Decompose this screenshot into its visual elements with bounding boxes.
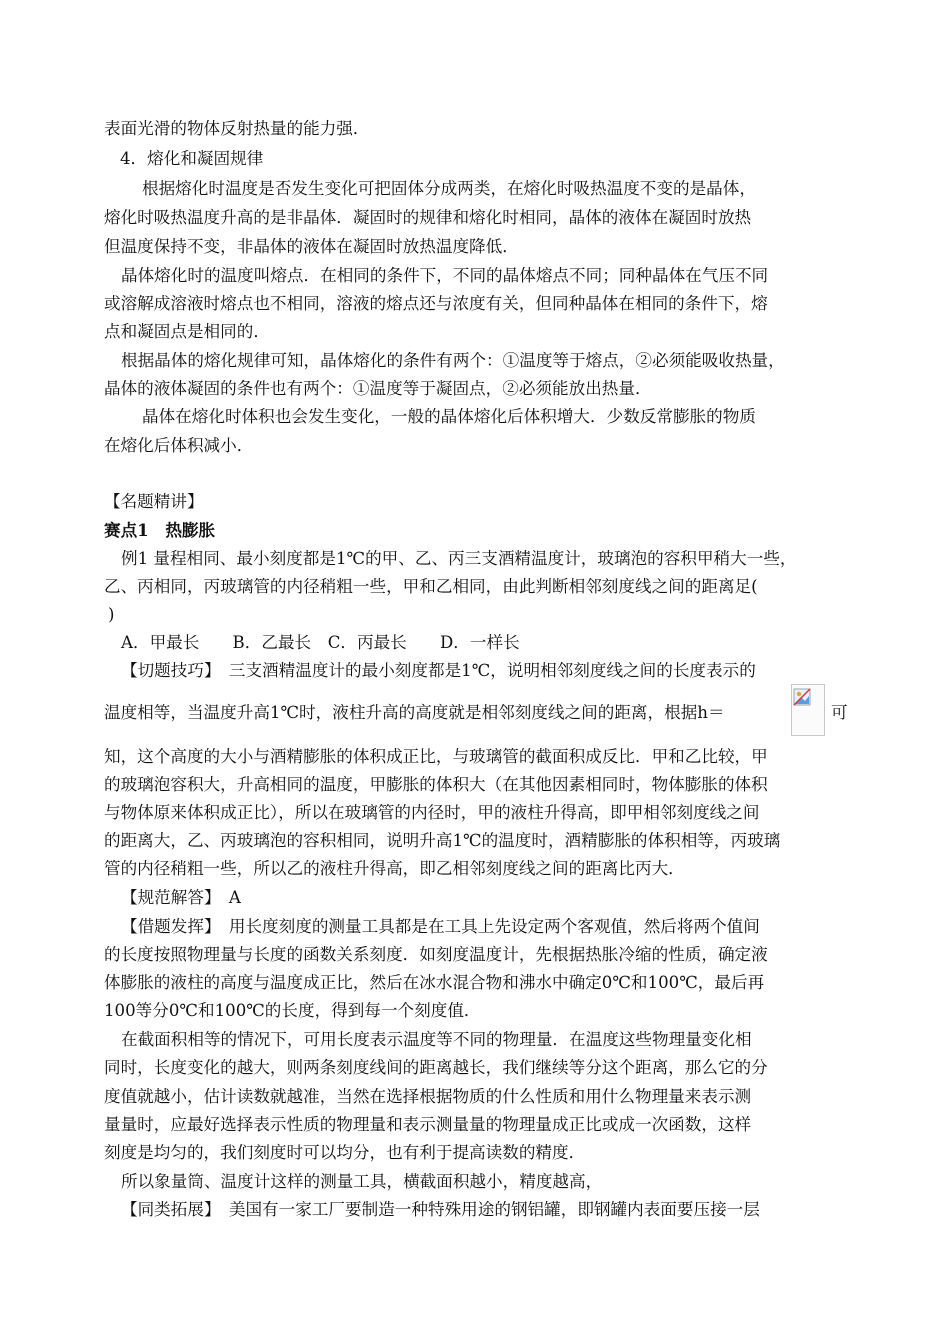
text-line: 根据晶体的熔化规律可知，晶体熔化的条件有两个：①温度等于熔点，②必须能吸收热量，: [121, 351, 785, 370]
text-line: 晶体熔化时的温度叫熔点．在相同的条件下，不同的晶体熔点不同；同种晶体在气压不同: [121, 266, 769, 285]
text-line: 或溶解成溶液时熔点也不相同，溶液的熔点还与浓度有关，但同种晶体在相同的条件下，熔: [104, 294, 768, 313]
text-line: 100等分0℃和100℃的长度，得到每一个刻度值．: [104, 1001, 481, 1020]
text-line: 例1 量程相同、最小刻度都是1℃的甲、乙、丙三支酒精温度计，玻璃泡的容积甲稍大一些，: [121, 549, 797, 568]
text-line: 管的内径稍粗一些，所以乙的液柱升得高，即乙相邻刻度线之间的距离比丙大．: [104, 859, 685, 878]
text-line: 【同类拓展】 美国有一家工厂要制造一种特殊用途的钢铝罐，即钢罐内表面要压接一层: [121, 1200, 760, 1219]
text-line: 在熔化后体积减小．: [104, 436, 254, 455]
section-heading: 【名题精讲】: [104, 492, 204, 511]
text-line: 与物体原来体积成正比），所以在玻璃管的内径时，甲的液柱升得高，即甲相邻刻度线之间: [104, 803, 760, 822]
text-line: 根据熔化时温度是否发生变化可把固体分成两类，在熔化时吸热温度不变的是晶体，: [142, 179, 756, 198]
text-line: 的长度按照物理量与长度的函数关系刻度．如刻度温度计，先根据热胀冷缩的性质，确定液: [104, 945, 768, 964]
text-line: 知，这个高度的大小与酒精膨胀的体积成正比，与玻璃管的截面积成反比．甲和乙比较，甲: [104, 747, 768, 766]
text-line: 可: [831, 703, 848, 722]
text-line: 点和凝固点是相同的．: [104, 322, 270, 341]
text-line: 同时，长度变化的越大，则两条刻度线间的距离越长，我们继续等分这个距离，那么它的分: [104, 1058, 768, 1077]
text-line: 的玻璃泡容积大，升高相同的温度，甲膨胀的体积大（在其他因素相同时，物体膨胀的体积: [104, 775, 768, 794]
text-line: 量量时，应最好选择表示性质的物理量和表示测量量的物理量成正比或成一次函数，这样: [104, 1115, 752, 1134]
formula-image-icon: [791, 684, 825, 736]
text-line: 熔化时吸热温度升高的是非晶体．凝固时的规律和熔化时相同，晶体的液体在凝固时放热: [104, 208, 752, 227]
subsection-heading: 赛点1 热膨胀: [104, 520, 216, 540]
text-line: 在截面积相等的情况下，可用长度表示温度等不同的物理量．在温度这些物理量变化相: [121, 1030, 752, 1049]
text-line: 【切题技巧】 三支酒精温度计的最小刻度都是1℃，说明相邻刻度线之间的长度表示的: [121, 661, 756, 680]
text-line: 体膨胀的液柱的高度与温度成正比，然后在冰水混合物和沸水中确定0℃和100℃，最后再: [104, 973, 765, 992]
text-line: 但温度保持不变，非晶体的液体在凝固时放热温度降低．: [104, 237, 519, 256]
section-heading: 4．熔化和凝固规律: [120, 149, 264, 168]
text-line: 晶体的液体凝固的条件也有两个：①温度等于凝固点，②必须能放出热量．: [104, 379, 652, 398]
text-line: 度值就越小，估计读数就越准，当然在选择根据物质的什么性质和用什么物理量来表示测: [104, 1087, 752, 1106]
text-line: 的距离大，乙、丙玻璃泡的容积相同，说明升高1℃的温度时，酒精膨胀的体积相等，丙玻璃: [104, 831, 781, 850]
text-line: 【借题发挥】 用长度刻度的测量工具都是在工具上先设定两个客观值，然后将两个值间: [121, 917, 760, 936]
text-line: 所以象量筒、温度计这样的测量工具，横截面积越小，精度越高，: [121, 1172, 603, 1191]
text-line: 刻度是均匀的，我们刻度时可以均分，也有利于提高读数的精度．: [104, 1143, 586, 1162]
answer-options: A．甲最长 B．乙最长 C．丙最长 D．一样长: [121, 633, 520, 652]
text-line: 乙、丙相同，丙玻璃管的内径稍粗一些，甲和乙相同，由此判断相邻刻度线之间的距离足(: [104, 577, 758, 596]
text-line: 晶体在熔化时体积也会发生变化，一般的晶体熔化后体积增大．少数反常膨胀的物质: [142, 407, 756, 426]
text-line: 表面光滑的物体反射热量的能力强．: [104, 119, 370, 138]
text-line: ): [108, 605, 115, 624]
text-line: 【规范解答】 A: [121, 888, 241, 907]
text-line: 温度相等，当温度升高1℃时，液柱升高的高度就是相邻刻度线之间的距离，根据h＝: [104, 703, 725, 722]
